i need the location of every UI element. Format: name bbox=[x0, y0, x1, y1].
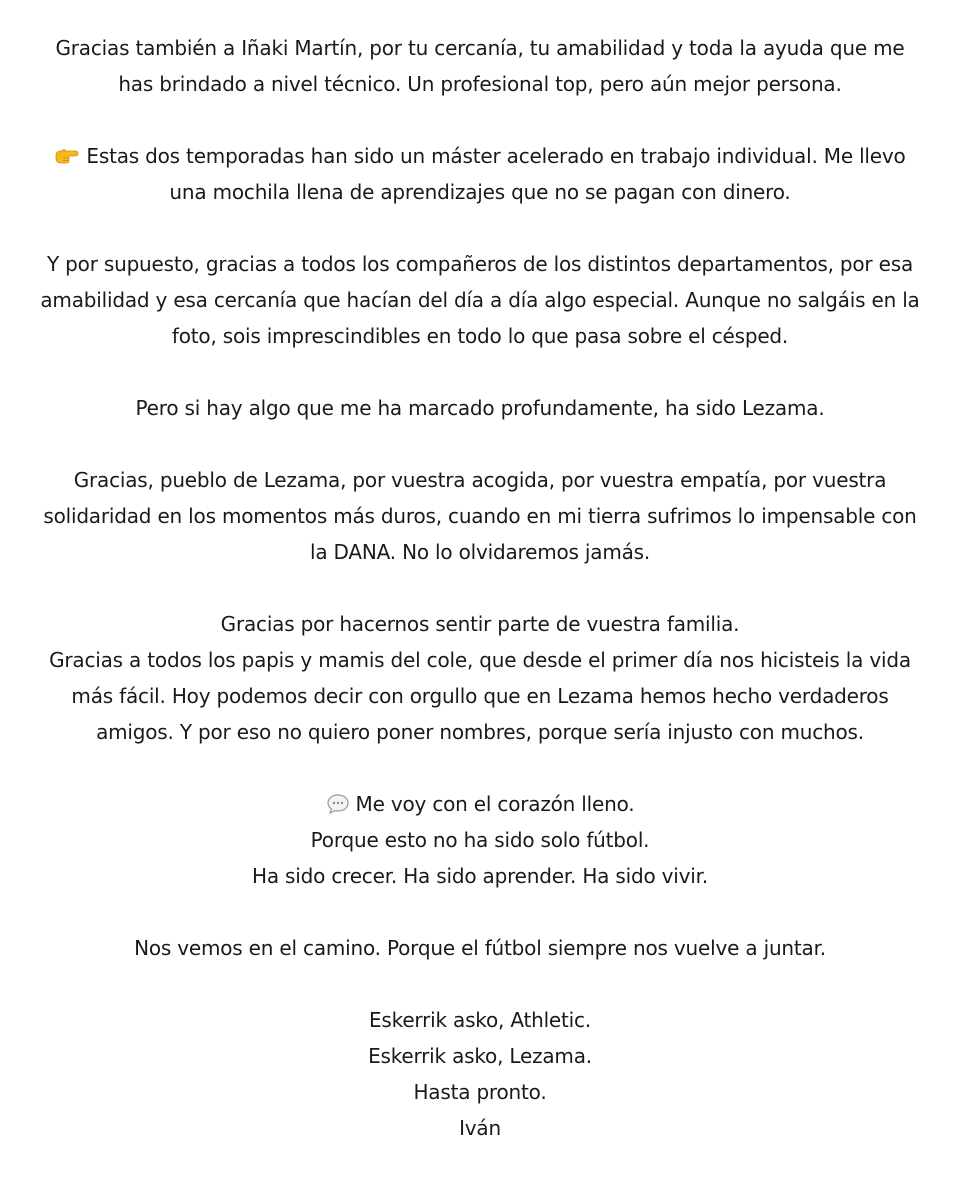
paragraph-thanks-inaki: Gracias también a Iñaki Martín, por tu cercanía, tu amabilidad y toda la ayuda que me has brindado a nivel técnico. Un profesional top, pero aún mejor persona. bbox=[55, 36, 905, 96]
paragraph-see-you: Nos vemos en el camino. Porque el fútbol siempre nos vuelve a juntar. bbox=[134, 936, 826, 960]
closing-line-hasta-pronto: Hasta pronto. bbox=[413, 1080, 547, 1104]
paragraph-two-seasons bbox=[40, 138, 920, 210]
closing-line-athletic: Eskerrik asko, Athletic. bbox=[369, 1008, 591, 1032]
farewell-line-2: Porque esto no ha sido solo fútbol. bbox=[310, 828, 650, 852]
farewell-line-1 bbox=[40, 786, 920, 822]
pointing-hand-icon bbox=[54, 147, 80, 165]
paragraph-two-seasons-text: Estas dos temporadas han sido un máster acelerado en trabajo individual. Me llevo una mochila llena de aprendizajes que no se pagan con dinero. bbox=[86, 144, 906, 204]
letter-body bbox=[40, 30, 920, 1146]
paragraph-family bbox=[40, 606, 920, 750]
paragraph-thanks-town: Gracias, pueblo de Lezama, por vuestra acogida, por vuestra empatía, por vuestra solidaridad en los momentos más duros, cuando en mi tierra sufrimos lo impensable con la DANA. No lo olvidaremos jamás. bbox=[43, 468, 917, 564]
closing-block bbox=[40, 1002, 920, 1146]
family-line-2: Gracias a todos los papis y mamis del cole, que desde el primer día nos hicisteis la vida más fácil. Hoy podemos decir con orgullo que en Lezama hemos hecho verdaderos amigos. Y por eso no quiero poner nombres, porque sería injusto con muchos. bbox=[49, 648, 911, 744]
closing-line-lezama: Eskerrik asko, Lezama. bbox=[368, 1044, 592, 1068]
paragraph-farewell bbox=[40, 786, 920, 894]
farewell-line-3: Ha sido crecer. Ha sido aprender. Ha sido vivir. bbox=[252, 864, 708, 888]
speech-bubble-icon bbox=[326, 793, 350, 815]
paragraph-lezama-mark: Pero si hay algo que me ha marcado profundamente, ha sido Lezama. bbox=[135, 396, 825, 420]
signature: Iván bbox=[459, 1116, 501, 1140]
paragraph-thanks-colleagues: Y por supuesto, gracias a todos los compañeros de los distintos departamentos, por esa amabilidad y esa cercanía que hacían del día a día algo especial. Aunque no salgáis en la foto, sois imprescindibles en todo lo que pasa sobre el césped. bbox=[40, 252, 920, 348]
family-line-1: Gracias por hacernos sentir parte de vuestra familia. bbox=[220, 612, 740, 636]
farewell-line-1-text: Me voy con el corazón lleno. bbox=[355, 792, 635, 816]
